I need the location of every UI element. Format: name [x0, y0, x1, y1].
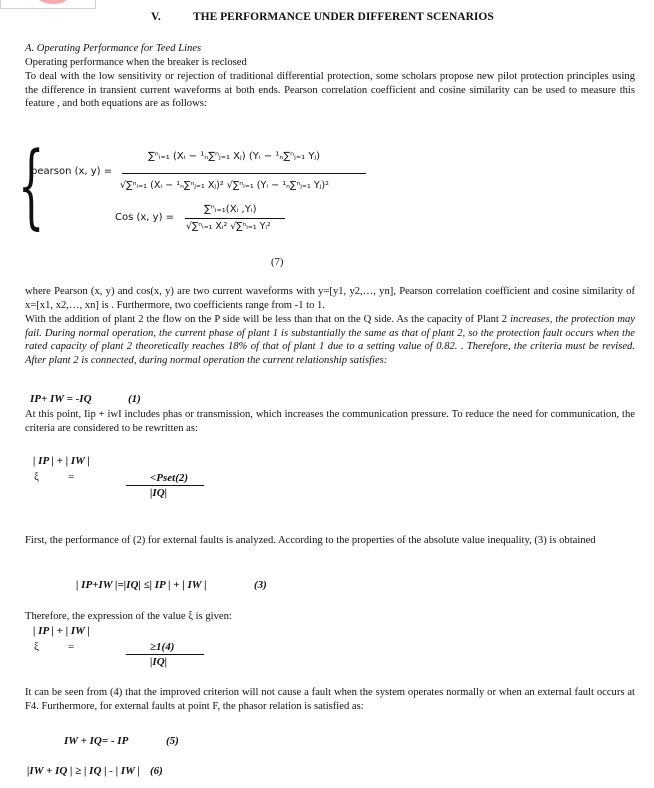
equation-4-fraction-line — [126, 654, 204, 655]
cos-fraction-line — [185, 218, 285, 219]
equation-brace: { — [18, 132, 45, 239]
paragraph-plant2-italic: increases, the protection may fail. During normal operation, the current phase of plant 1 is substantially the same as that of plant 2, so the protection fault occurs when the rated capacity of plant 2 theoretically reaches 18% of that of plant 1 due to a setting value of 0.82. . Therefore, the criteria must be revised. After plant 2 is connected, during normal operation the current relationship satisfies: — [25, 314, 635, 366]
equation-2-top: | IP | + | IW | — [33, 455, 90, 467]
equation-2-xi: ξ — [34, 471, 39, 483]
equation-number-3: (3) — [254, 579, 267, 591]
equation-4-numerator: ≥1(4) — [150, 641, 175, 653]
section-title: THE PERFORMANCE UNDER DIFFERENT SCENARIOS — [193, 11, 494, 23]
equation-6: |IW + IQ | ≥ | IQ | - | IW | — [27, 765, 140, 777]
cos-denominator: √∑ⁿᵢ₌₁ Xᵢ² √∑ⁿᵢ₌₁ Yᵢ² — [186, 221, 271, 232]
equation-2-equals: = — [68, 471, 75, 483]
section-number: V. — [151, 11, 161, 23]
equation-number-5: (5) — [166, 735, 179, 747]
equation-4-equals: = — [68, 641, 75, 653]
equation-3: | IP+IW |=|IQ| ≤| IP | + | IW | — [76, 579, 207, 591]
subsection-title: A. Operating Performance for Teed Lines — [25, 43, 202, 54]
equation-number-6: (6) — [150, 765, 163, 777]
equation-5: IW + IQ= - IP — [64, 735, 129, 747]
equation-4-top: | IP | + | IW | — [33, 625, 90, 637]
equation-1: IP+ IW = -IQ — [30, 393, 92, 405]
paragraph-communication: At this point, Iip + iwI includes phas or transmission, which increases the communication pressure. To reduce the need for communication, the criteria are considered to be rewritten as: — [25, 409, 635, 434]
equation-2-denominator: |IQ| — [150, 487, 168, 499]
equation-4-xi: ξ — [34, 641, 39, 653]
paragraph-plant2-normal: With the addition of plant 2 the flow on the P side will be less than that on the Q side. As the capacity of Plant 2 — [25, 314, 511, 325]
paragraph-coefficients: where Pearson (x, y) and cos(x, y) are two current waveforms with y=[y1, y2,…, yn], Pearson correlation coefficient and cosine similarity of x=[x1, x2,…, xn] is . Furthermore, two coefficients range from -1 to 1. — [25, 286, 635, 311]
cos-numerator: ∑ⁿᵢ₌₁(Xᵢ ,Yᵢ) — [204, 204, 257, 215]
pearson-fraction-line — [122, 173, 366, 174]
equation-2-numerator: <Pset(2) — [150, 472, 189, 484]
pearson-label: pearson (x, y) = — [31, 166, 113, 177]
paragraph-xi-expression: Therefore, the expression of the value ξ is given: — [25, 611, 232, 622]
paragraph-intro: To deal with the low sensitivity or rejection of traditional differential protection, some scholars propose new pilot protection principles using the difference in transient current waveforms at both ends. Pearson correlation coefficient and cosine similarity can be used to measure this feature , and both equations are as follows: — [25, 71, 635, 110]
equation-number-7: (7) — [271, 257, 284, 268]
paragraph-plant2 — [25, 313, 635, 367]
pearson-numerator: ∑ⁿᵢ₌₁ (Xᵢ − ¹ₙ∑ⁿⱼ₌₁ Xⱼ) (Yᵢ − ¹ₙ∑ⁿⱼ₌₁ Yⱼ) — [148, 151, 321, 162]
pearson-denominator: √∑ⁿᵢ₌₁ (Xᵢ − ¹ₙ∑ⁿⱼ₌₁ Xⱼ)² √∑ⁿᵢ₌₁ (Yᵢ − ¹ₙ∑ⁿⱼ₌₁ Yⱼ)² — [120, 180, 329, 191]
paragraph-reclosed: Operating performance when the breaker is reclosed — [25, 57, 247, 68]
cos-label: Cos (x, y) = — [115, 212, 175, 223]
equation-2-fraction-line — [126, 485, 204, 486]
equation-4-denominator: |IQ| — [150, 656, 168, 668]
equation-number-1: (1) — [128, 393, 141, 405]
paragraph-improved-criterion: It can be seen from (4) that the improved criterion will not cause a fault when the system operates normally or when an external fault occurs at F4. Furthermore, for external faults at point F, the phasor relation is satisfied as: — [25, 687, 635, 712]
paragraph-external-faults: First, the performance of (2) for external faults is analyzed. According to the properties of the absolute value inequality, (3) is obtained — [25, 535, 596, 546]
